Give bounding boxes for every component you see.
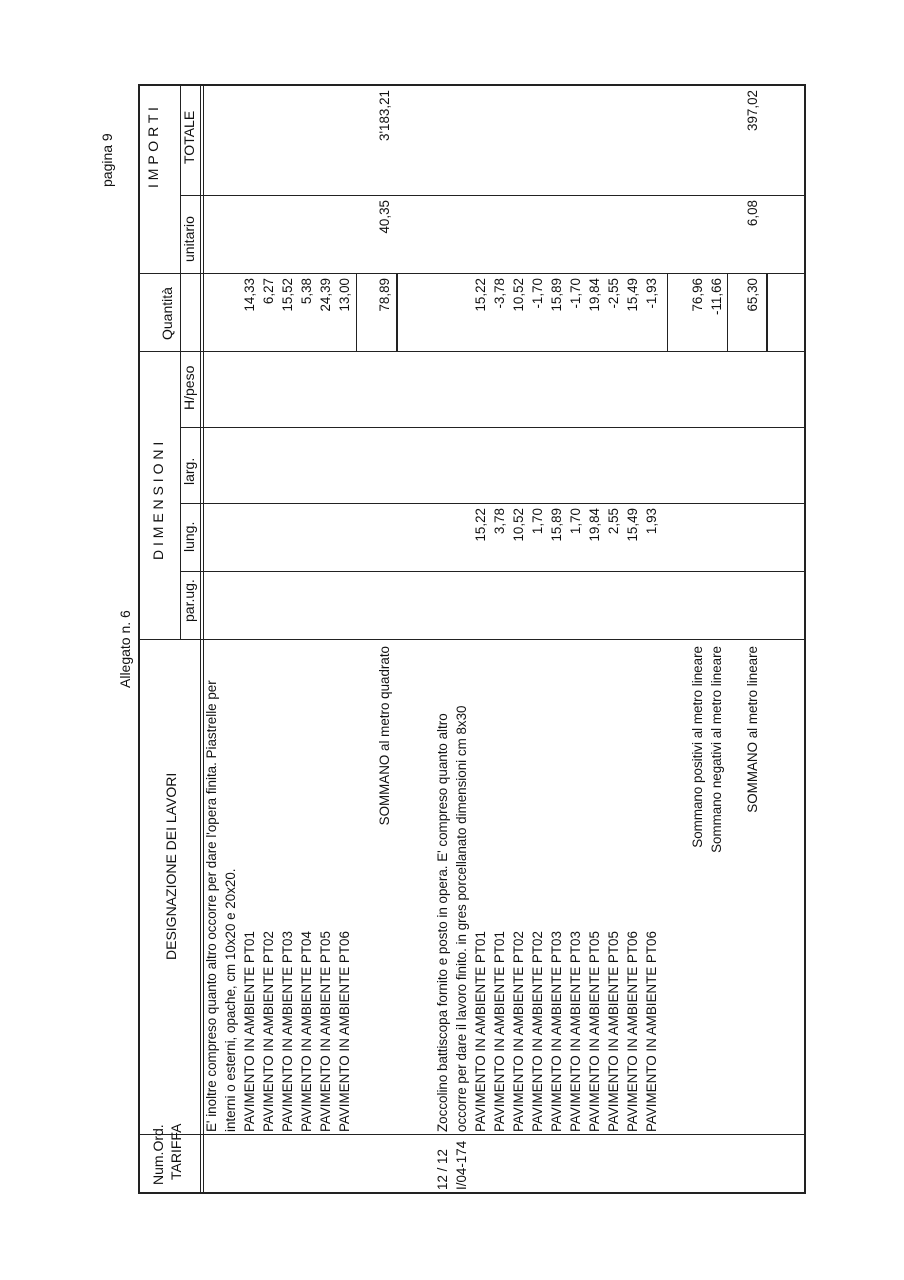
sommano-positivi-qty: 76,96 (690, 278, 705, 312)
header-larg: larg. (181, 457, 197, 485)
qty-value: -2,55 (606, 278, 621, 309)
header-designazione: DESIGNAZIONE DEI LAVORI (163, 772, 179, 960)
sommano-positivi-label: Sommano positivi al metro lineare (690, 646, 705, 848)
lung-value: 3,78 (492, 508, 507, 535)
item-2-num-ord: 12 / 12 (435, 1149, 450, 1190)
list-item: PAVIMENTO IN AMBIENTE PT02 (261, 931, 276, 1132)
item-2-desc-line-2: occorre per dare il lavoro finito. in gres porcellanato dimensioni cm 8x30 (454, 705, 469, 1132)
qty-value: -3,78 (492, 278, 507, 309)
qty-value: 14,33 (242, 278, 257, 312)
sommano-negativi-qty: -11,66 (709, 278, 724, 315)
qty-value: 13,00 (337, 278, 352, 312)
list-item: PAVIMENTO IN AMBIENTE PT05 (318, 931, 333, 1132)
allegato-label: Allegato n. 6 (117, 610, 133, 688)
header-par-ug: par.ug. (181, 579, 197, 622)
sommano-negativi-label: Sommano negativi al metro lineare (709, 646, 724, 853)
qty-value: 19,84 (587, 278, 602, 312)
lung-value: 15,22 (473, 508, 488, 542)
list-item: PAVIMENTO IN AMBIENTE PT02 (530, 931, 545, 1132)
list-item: PAVIMENTO IN AMBIENTE PT01 (242, 931, 257, 1132)
total-amount: 3'183,21 (377, 90, 392, 141)
page-number: pagina 9 (99, 133, 115, 187)
list-item: PAVIMENTO IN AMBIENTE PT06 (644, 931, 659, 1132)
header-lung: lung. (181, 521, 197, 552)
list-item: PAVIMENTO IN AMBIENTE PT02 (511, 931, 526, 1132)
lung-value: 15,89 (549, 508, 564, 542)
unit-price: 40,35 (377, 200, 392, 234)
qty-value: 15,89 (549, 278, 564, 312)
list-item: PAVIMENTO IN AMBIENTE PT03 (280, 931, 295, 1132)
qty-value: 15,52 (280, 278, 295, 312)
header-tariffa: TARIFFA (168, 1123, 184, 1180)
qty-value: -1,70 (530, 278, 545, 309)
header-dimensioni: D I M E N S I O N I (150, 441, 166, 560)
qty-value: 24,39 (318, 278, 333, 312)
header-num-ord: Num.Ord. (150, 1124, 166, 1185)
header-unitario: unitario (181, 216, 197, 262)
qty-value: 15,22 (473, 278, 488, 312)
list-item: PAVIMENTO IN AMBIENTE PT01 (473, 931, 488, 1132)
total-amount: 397,02 (745, 90, 760, 131)
lung-value: 1,70 (530, 508, 545, 535)
list-item: PAVIMENTO IN AMBIENTE PT05 (587, 931, 602, 1132)
lung-value: 1,93 (644, 508, 659, 535)
item-2-desc-line-1: Zoccolino battiscopa fornito e posto in opera. E' compreso quanto altro (435, 713, 450, 1132)
list-item: PAVIMENTO IN AMBIENTE PT06 (337, 931, 352, 1132)
list-item: PAVIMENTO IN AMBIENTE PT03 (549, 931, 564, 1132)
list-item: PAVIMENTO IN AMBIENTE PT04 (299, 931, 314, 1132)
qty-value: -1,93 (644, 278, 659, 309)
unit-price: 6,08 (745, 200, 760, 227)
list-item: PAVIMENTO IN AMBIENTE PT03 (568, 931, 583, 1132)
list-item: PAVIMENTO IN AMBIENTE PT05 (606, 931, 621, 1132)
list-item: PAVIMENTO IN AMBIENTE PT01 (492, 931, 507, 1132)
lung-value: 15,49 (625, 508, 640, 542)
sommano-qty: 78,89 (377, 278, 392, 312)
qty-value: 5,38 (299, 278, 314, 305)
qty-value: 15,49 (625, 278, 640, 312)
item-1-desc-line-1: E' inoltre compreso quanto altro occorre per dare l'opera finita. Piastrelle per (204, 680, 219, 1132)
sommano-qty: 65,30 (745, 278, 760, 312)
lung-value: 2,55 (606, 508, 621, 535)
item-2-tariffa: I/04-174 (454, 1140, 469, 1190)
lung-value: 10,52 (511, 508, 526, 542)
lung-value: 19,84 (587, 508, 602, 542)
item-1-desc-line-2: interni o esterni, opache, cm 10x20 e 20x20. (223, 868, 238, 1132)
lung-value: 1,70 (568, 508, 583, 535)
header-quantita: Quantità (159, 287, 175, 340)
qty-value: 6,27 (261, 278, 276, 305)
sommano-label: SOMMANO al metro quadrato (377, 646, 392, 826)
header-importi: I M P O R T I (145, 107, 161, 188)
qty-value: -1,70 (568, 278, 583, 309)
list-item: PAVIMENTO IN AMBIENTE PT06 (625, 931, 640, 1132)
sommano-label: SOMMANO al metro lineare (745, 646, 760, 813)
header-h-peso: H/peso (181, 365, 197, 410)
qty-value: 10,52 (511, 278, 526, 312)
header-totale: TOTALE (181, 110, 197, 164)
